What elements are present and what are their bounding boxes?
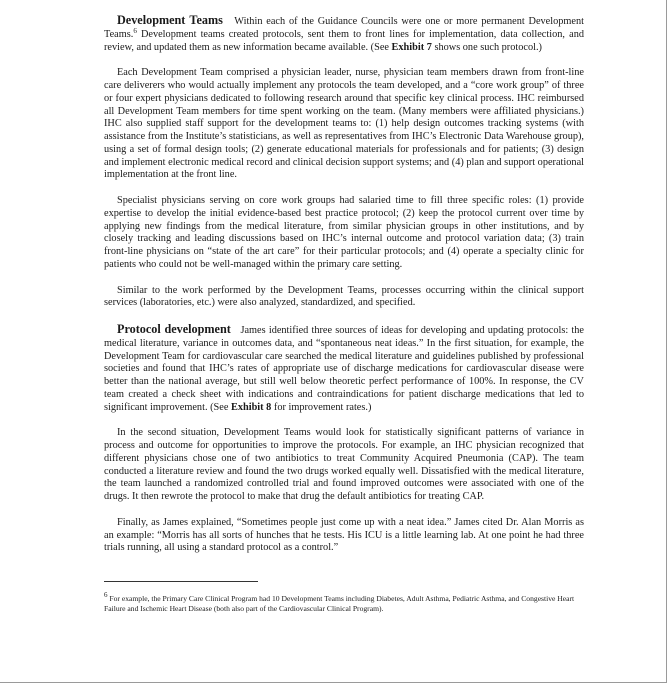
exhibit-8-ref: Exhibit 8 (230, 401, 272, 413)
footnote-ref-6[interactable]: 6 (133, 26, 137, 35)
paragraph-variance-analysis: In the second situation, Development Teams would look for statistically significant patterns of variance in process and outcome for opportunities to improve the protocols. For example, an IHC physician recognized that different physicians chose one of two antibiotics to treat Community Acquired Pneumonia (CAP). The team conducted a literature review and found the two drugs worked equally well. Dissatisfied with the medical literature, the team launched a randomized controlled trial and found improved outcomes were associated with one of the drugs. It then rewrote the protocol to make that drug the default antibiotics for treating CAP. (104, 427, 584, 502)
p1-text-a: Within each of the Guidance Councils were one or more permanent Development Teams. (104, 16, 584, 40)
p1-text-c: shows one such protocol.) (431, 41, 542, 53)
document-page (104, 14, 584, 614)
paragraph-team-composition: Each Development Team comprised a physician leader, nurse, physician team members drawn from front-line care deliverers who would actually implement any protocols the team developed, and a “core work group” of three or four expert physicians dedicated to following research around that specific key clinical process. IHC reimbursed all Development Team members for time spent working on the team. (Many members were affiliated physicians.) IHC also supplied staff support for the development teams to: (1) help design outcomes tracking systems (with assistance from the Institute’s statisticians, as well as representatives from IHC’s Electronic Data Warehouse group), using a set of formal design tools; (2) generate educational materials for professionals and for patients; (3) design and implement electronic medical record and clinical decision support systems; and (4) plan and support operational implementation at the front line. (104, 67, 584, 181)
paragraph-specialist-roles: Specialist physicians serving on core work groups had salaried time to fill three specific roles: (1) provide expertise to develop the initial evidence-based best practice protocol; (2) keep the protocol current over time by applying new findings from the medical literature, from similar physician groups in other institutions, and by closely tracking and leading discussions based on IHC’s internal outcome and protocol variation data; (3) train front-line physicians on “state of the art care” for their particular protocols; and (4) operate a specialty clinic for patients who could not be well-managed within the primary care setting. (104, 195, 584, 270)
footnote-text: For example, the Primary Care Clinical Program had 10 Development Teams including Diabetes, Adult Asthma, Pediatric Asthma, and Congestive Heart Failure and Ischemic Heart Disease (both also part of the Cardiovascular Clinical Program). (104, 594, 575, 613)
footnote-6 (104, 591, 584, 614)
heading-protocol-development: Protocol development (117, 322, 231, 336)
p5-text-b: for improvement rates.) (271, 401, 372, 413)
footnote-divider (104, 581, 258, 582)
p1-text-b: Development teams created protocols, sent them to front lines for implementation, data collection, and review, and updated them as new information became available. (See (104, 28, 584, 53)
paragraph-neat-ideas: Finally, as James explained, “Sometimes people just come up with a neat idea.” James cited Dr. Alan Morris as an example: “Morris has all sorts of hunches that he tests. His ICU is a little learning lab. At one point he had three trials running, all using a standard protocol as a control.” (104, 516, 584, 554)
paragraph-development-teams (104, 14, 584, 54)
footnote-marker: 6 (104, 591, 108, 599)
heading-development-teams: Development Teams (117, 13, 223, 27)
p5-text-a: James identified three sources of ideas for developing and updating protocols: the medical literature, variance in outcomes data, and “spontaneous neat ideas.” In the first situation, for example, the Development Team for cardiovascular care searched the medical literature and guidelines published by professional societies and found that IHC’s rates of appropriate use of discharge medications for cardiovascular disease were better than the national average, but still well below theoretic perfect performance of 100%. In response, the CV team created a check sheet with indications and contraindications for patient discharge medications that led to significant improvement. (See (104, 325, 584, 413)
exhibit-7-ref: Exhibit 7 (391, 41, 432, 53)
paragraph-clinical-support: Similar to the work performed by the Development Teams, processes occurring within the clinical support services (laboratories, etc.) were also analyzed, standardized, and specified. (104, 284, 584, 309)
paragraph-protocol-development (104, 323, 584, 414)
